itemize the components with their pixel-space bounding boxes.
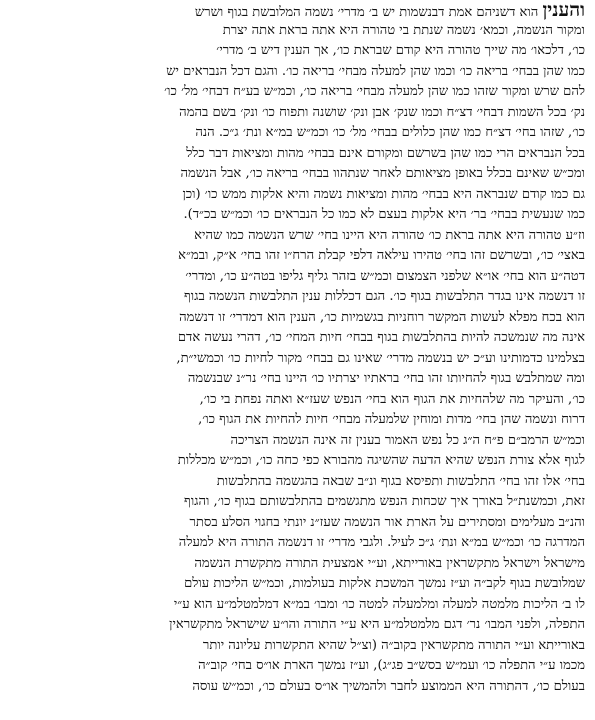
text-line: דטה״ע הוא בחי׳ או״א שלפני הצמצום וכמ״ש בזהר גליף גליפו בטה״ע כו׳, ומדרי׳: [185, 268, 585, 284]
text-line: הוא בכח מפלא לעשות המקשר רוחניות בגשמיות כו׳, הענין הוא דמדרי׳ זו דנשמה: [179, 309, 585, 325]
text-line: כמו שהן בבחי׳ בריאה כו׳ וכמו שהן למעלה מבחי׳ בריאה כו׳. והגם דכל הנבראים יש: [166, 63, 585, 79]
text-line: וז״ע טהורה היא אתה בראת כו׳ טהורה היא היינו בחי׳ שרש הנשמה כמו שהיא: [194, 227, 585, 243]
text-line: באורייתא וע״י התורה מתקשראין בקוב״ה (וצ״ל שהיא התקשרות עליונה יותר: [202, 637, 585, 653]
text-line: וכמ״ש הרמב״ם פ״ח ה״ג כל נפש האמור בענין זה אינה הנשמה הצריכה: [230, 432, 585, 448]
text-line: כו׳, שזהו בחי׳ דצ״ח כמו שהן כלולים בבחי׳ מל׳ כו׳ וכמ״ש במ״א ונת׳ ג״כ. הנה: [195, 125, 585, 140]
text-line: לו ב׳ הליכות מלמטה למעלה ומלמעלה למטה כו׳ ומבו׳ במ״א דמלמטלמ״ע הוא ע״י: [173, 596, 585, 612]
section-heading-word: והענין: [542, 0, 585, 21]
text-line: נק׳ בכל השמות דבחי׳ דצ״ח וכמו שנק׳ אבן ונק׳ שושנה ותפוח כו׳ ונק׳ בשם בהמה: [179, 104, 585, 120]
text-line: זאת, וכמשנת״ל באורך איך שכחות הנפש מתגשמים בהתלבשותם בגוף כו׳, והגוף: [184, 494, 585, 509]
text-line: כו׳, דלכאו׳ מה שייך טהורה היא קודם שבראת כו׳, אך הענין דיש ב׳ מדרי׳: [216, 43, 585, 58]
text-line: באצי׳ כו׳, ובשרשם זהו בחי׳ טהירו עילאה דלפי קבלת הרח״ו זהו בחי׳ א״ק, ובמ״א: [178, 248, 585, 263]
text-line: להם שרש ומקור שזהו כמו שהן למעלה מבחי׳ בריאה כו׳, וכמ״ש בע״ח דבחי׳ מל׳ כו׳: [164, 84, 585, 99]
text-line: ומה שמתלבש בגוף להחיותו זהו בחי׳ בראתיו יצרתיו כו׳ היינו בחי׳ נר״נ שבנשמה: [187, 371, 585, 386]
text-line: מישראל וישראל מתקשראין באורייתא, וע״י אמצעית התורה מתקשרת הנשמה: [194, 555, 585, 571]
text-line: התפלה, ולפני המבו׳ נר׳ דגם מלמטלמ״ע היא ע״י התורה והו״ע שישראל מתקשראין: [169, 617, 585, 632]
text-line: שמלובשת בגוף לקב״ה וע״ז נמשך המשכת אלקות בעולמות, וכמ״ש הליכות עולם: [184, 576, 585, 591]
text-line: זו דנשמה אינו בגדר התלבשות בגוף כו׳. הגם דכללות ענין התלבשות הנשמה בגוף: [183, 289, 585, 304]
text-line: לגוף אלא צורת הנפש שהיא הדעה שהשיגה מהבורא כפי כחה כו׳, וכמ״ש מכללות: [177, 453, 585, 468]
line-text: הוא דשניהם אמת דבנשמות יש ב׳ מדרי׳ נשמה המלובשת בגוף ושרש: [194, 5, 539, 20]
text-line: ומכ״ש שאינם בכלל באופן מציאותם לאחר שנתהוו בבחי׳ בריאה כו׳, אבל הנשמה: [180, 166, 585, 181]
text-line: גם כמו קודם שנבראה היא בבחי׳ מהות ומציאות נשמה והיא אלקות ממש כו׳ (וכן: [182, 186, 585, 202]
text-line: אינה מה שנמשכה להיות בהתלבשות בגוף בבחי׳ חיות המחי׳ כו׳, דהרי נעשה אדם: [177, 330, 585, 345]
text-line: בצלמינו כדמותינו וע״כ יש בנשמה מדרי׳ שאינו גם בבחי׳ מקור לחיות כו׳ וכמשי״ת,: [176, 350, 585, 366]
text-line: ומקור הנשמה, וכמא׳ נשמה שנתת בי טהורה היא אתה בראת אתה יצרת: [222, 22, 585, 38]
text-line: כו׳, והעיקר מה שלהחיות את הגוף הוא בחי׳ הנפש שעז״א ואתה נפחת בי כו׳,: [199, 391, 585, 407]
text-line: דרוח ונשמה שהן בחי׳ מדות ומוחין שלמעלה מבחי׳ חיות להחיות את הגוף כו׳,: [198, 412, 585, 427]
text-line: המדרגה כו׳ וכמ״ש במ״א ונת׳ ג״כ לעיל. ולגבי מדרי׳ זו דנשמה התורה היא למעלה: [178, 535, 585, 550]
text-line: כמו שנעשית בבחי׳ בר׳ היא אלקות בעצם לא כמו כל הנבראים כו׳ וכמ״ש בכ״ד).: [183, 207, 585, 222]
document-page: [10, 0, 585, 720]
text-line: בכל הנבראים הרי כמו שהן בשרשם ומקורם אינם בבחי׳ מהות ומציאות דבר כלל: [186, 145, 585, 161]
text-line: בעולם כו׳, דהתורה היא הממוצע לחבר ולהמשיך או״ס בעולם כו׳, וכמ״ש עוסה: [192, 678, 585, 694]
text-line-1: [10, 0, 585, 21]
text-line: מכמו ע״י התפלה כו׳ ועמ״ש בסש״ב פג״ג), וע״ז נמשך הארת או״ס בחי׳ קוב״ה: [198, 658, 585, 673]
text-line: והנ״ב מעלימים ומסתירים על הארת אור הנשמה שעז״נ יונתי בחגוי הסלע בסתר: [189, 514, 585, 530]
text-line: בחי׳ אלו זהו בחי׳ התלבשות ותפיסא בגוף ונ״ב שבאה בהגשמה בהתלבשות: [216, 473, 585, 489]
